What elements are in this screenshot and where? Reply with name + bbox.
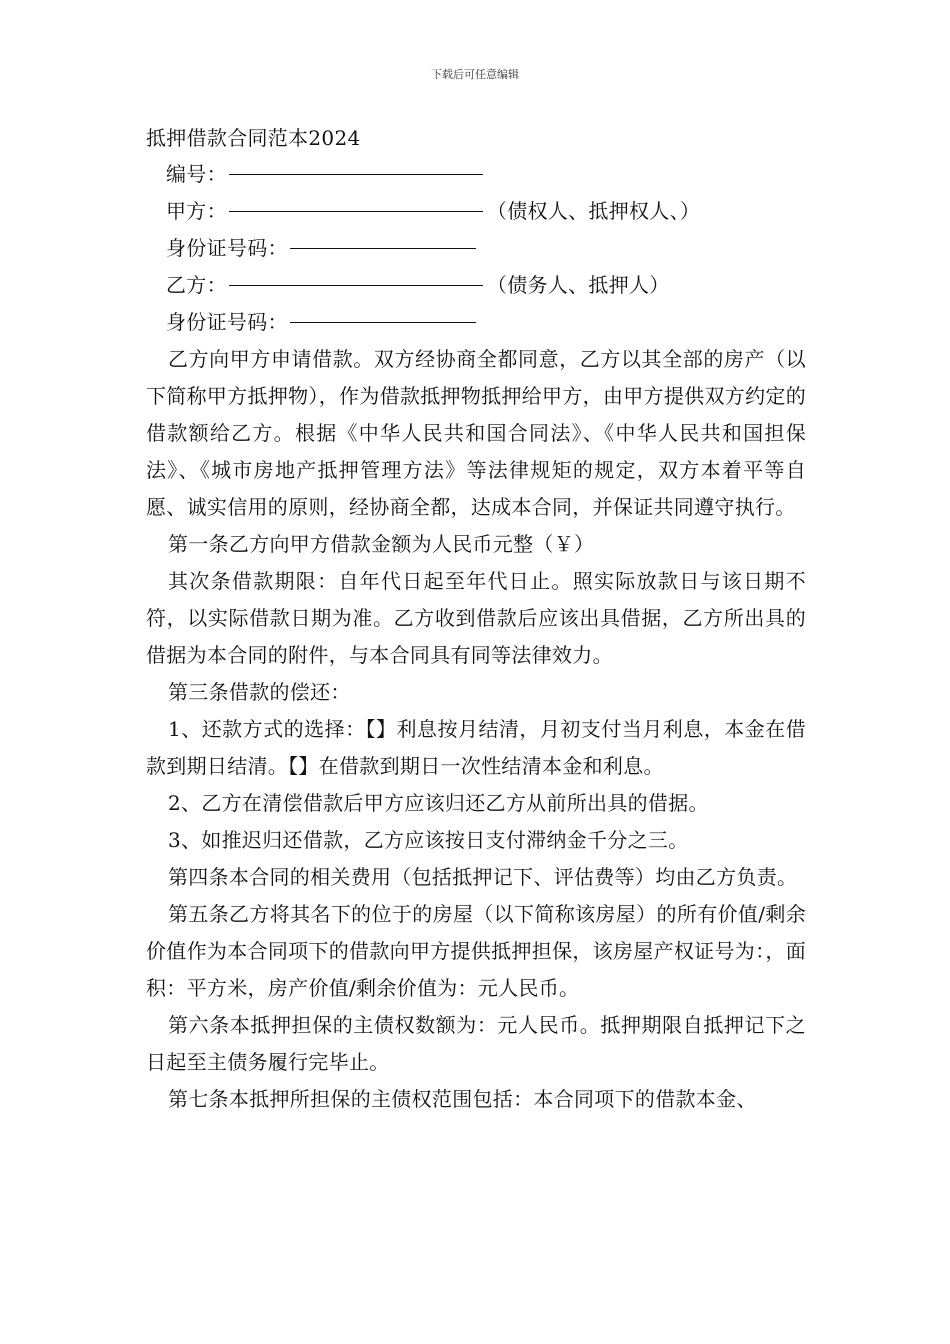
paragraph-article-3-item-2: 2、乙方在清偿借款后甲方应该归还乙方从前所出具的借据。 [168, 791, 709, 815]
id-b-blank [290, 300, 476, 323]
number-blank [229, 152, 483, 175]
party-b-label: 乙方： [166, 273, 227, 297]
document-title: 抵押借款合同范本2024 [146, 126, 361, 150]
paragraph-article-7: 第七条本抵押所担保的主债权范围包括：本合同项下的借款本金、 [168, 1087, 757, 1111]
paragraph-article-1: 第一条乙方向甲方借款金额为人民币元整（￥） [168, 532, 595, 556]
document-body [146, 120, 806, 1118]
paragraph-article-3-item-1: 1、还款方式的选择：【】利息按月结清，月初支付当月利息，本金在借款到期日结清。【】在借款到期日一次性结清本金和利息。 [146, 717, 806, 778]
id-a-field [146, 230, 806, 267]
party-a-note: （债权人、抵押权人、） [486, 199, 701, 223]
party-b-blank [229, 263, 483, 286]
number-label: 编号： [166, 162, 227, 186]
party-b-field [146, 267, 806, 304]
id-b-label: 身份证号码： [166, 310, 288, 334]
paragraph-article-5: 第五条乙方将其名下的位于的房屋（以下简称该房屋）的所有价值/剩余价值作为本合同项下的借款向甲方提供抵押担保，该房屋产权证号为：，面积：平方米，房产价值/剩余价值为：元人民币。 [146, 902, 806, 1000]
party-a-field [146, 193, 806, 230]
paragraph-article-6: 第六条本抵押担保的主债权数额为：元人民币。抵押期限自抵押记下之日起至主债务履行完毕止。 [146, 1013, 806, 1074]
paragraph-article-4: 第四条本合同的相关费用（包括抵押记下、评估费等）均由乙方负责。 [168, 865, 798, 889]
number-field [146, 156, 806, 193]
header-note: 下载后可任意编辑 [431, 68, 519, 81]
id-a-blank [290, 226, 476, 249]
id-a-label: 身份证号码： [166, 236, 288, 260]
paragraph-preamble: 乙方向甲方申请借款。双方经协商全都同意，乙方以其全部的房产（以下简称甲方抵押物），作为借款抵押物抵押给甲方，由甲方提供双方约定的借款额给乙方。根据《中华人民共和国合同法》、《中华人民共和国担保法》、《城市房地产抵押管理方法》等法律规矩的规定，双方本着平等自愿、诚实信用的原则，经协商全都，达成本合同，并保证共同遵守执行。 [146, 347, 806, 519]
party-a-label: 甲方： [166, 199, 227, 223]
party-a-blank [229, 189, 483, 212]
paragraph-article-2: 其次条借款期限：自年代日起至年代日止。照实际放款日与该日期不符，以实际借款日期为准。乙方收到借款后应该出具借据，乙方所出具的借据为本合同的附件，与本合同具有同等法律效力。 [146, 569, 806, 667]
paragraph-article-3: 第三条借款的偿还： [168, 680, 351, 704]
paragraph-article-3-item-3: 3、如推迟归还借款，乙方应该按日支付滞纳金千分之三。 [168, 828, 689, 852]
party-b-note: （债务人、抵押人） [486, 273, 670, 297]
id-b-field [146, 304, 806, 341]
